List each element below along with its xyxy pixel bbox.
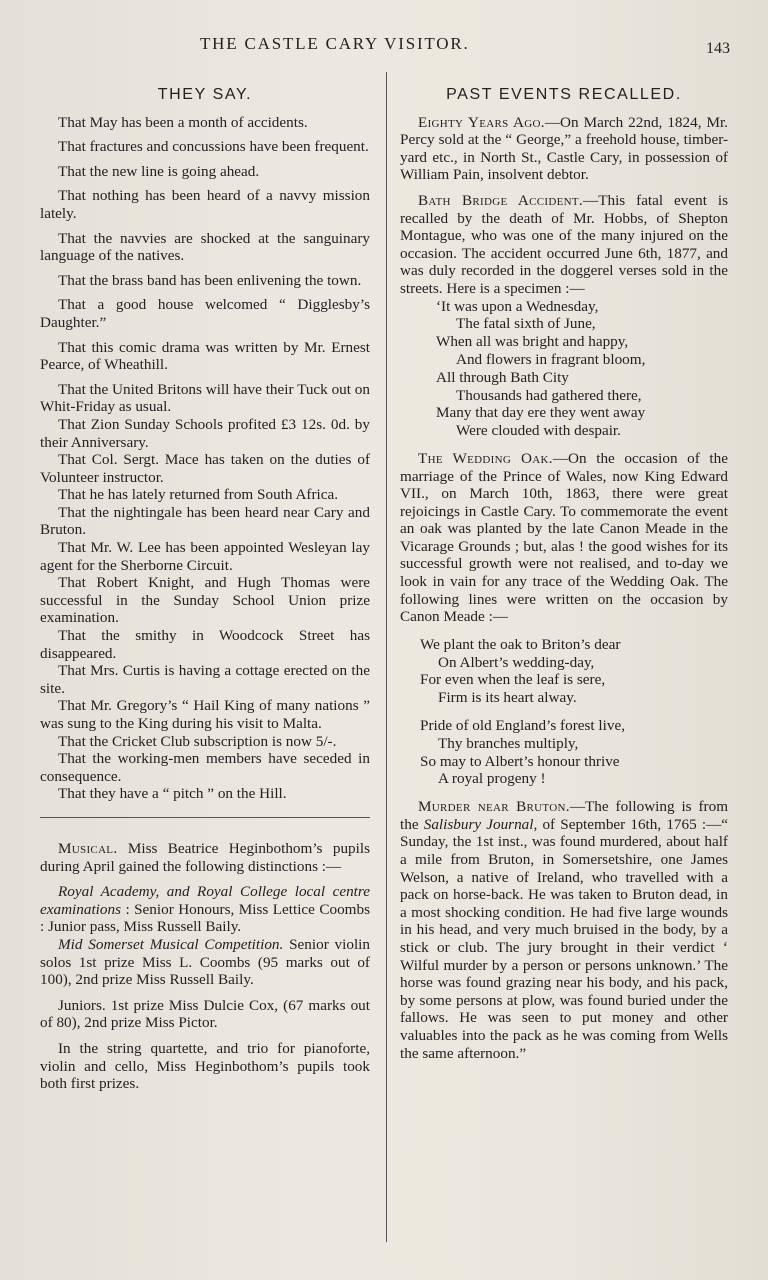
verse-line: For even when the leaf is sere,	[420, 671, 606, 689]
they-say-heading: THEY SAY.	[157, 86, 253, 103]
column-divider	[386, 72, 387, 1242]
they-say-item: That they have a “ pitch ” on the Hill.	[58, 785, 287, 803]
wedding-oak-verse-2	[400, 717, 728, 788]
verse-line: We plant the oak to Briton’s dear	[420, 635, 621, 653]
verse-line: All through Bath City	[436, 368, 569, 386]
verse-line: The fatal sixth of June,	[456, 315, 596, 333]
salisbury-journal-title: Salisbury Journal,	[423, 815, 538, 833]
they-say-item: That Mrs. Curtis is having a cottage erected on the site.	[40, 662, 370, 697]
verse-line: So may to Albert’s honour thrive	[420, 752, 620, 770]
musical-juniors: Juniors. 1st prize Miss Dulcie Cox, (67 marks out of 80), 2nd prize Miss Pictor.	[40, 996, 370, 1032]
verse-line: Firm is its heart alway.	[438, 689, 577, 707]
musical-runin: Musical.	[58, 839, 118, 857]
murder-text: of September 16th, 1765 :—“ Sunday, the 1st inst., was found murdered, about half a mile from Bruton, in Somersetshire, one James Welson, a native of Ireland, who travelled with a pack on horse-back. He was taken to Bruton dead, in a most shocking condition. He had five large wounds in his head, and very much bruised in the body, by a stick or club. The jury brought in their verdict ‘ Wilful murder by a person or persons unknown.’ The horse was found grazing near his body, and his pack, by some persons at plow, was found buried under the fallows. He was seen to put money and other valuables into the pack as he was coming from Wells the same afternoon.”	[400, 815, 728, 1062]
verse-line: A royal progeny !	[438, 770, 546, 788]
they-say-item: That nothing has been heard of a navvy mission lately.	[40, 187, 370, 222]
section-rule	[40, 817, 370, 818]
they-say-item: That the United Britons will have their Tuck out on Whit-Friday as usual.	[40, 380, 370, 416]
right-column	[400, 82, 728, 1070]
musical-notice	[40, 840, 370, 1093]
musical-string: In the string quartette, and trio for pianoforte, violin and cello, Miss Heginbothom’s pupils took both first prizes.	[40, 1039, 370, 1093]
musical-ra	[40, 883, 370, 936]
musical-intro-text: Miss Beatrice Heginbothom’s pupils during April gained the following distinctions :—	[40, 839, 370, 875]
left-column	[40, 82, 370, 1101]
they-say-item: That the working-men members have seceded in consequence.	[40, 750, 370, 785]
verse-line: Thousands had gathered there,	[456, 386, 642, 404]
they-say-item: That the navvies are shocked at the sanguinary language of the natives.	[40, 229, 370, 265]
wedding-oak-runin: The Wedding Oak.	[418, 449, 553, 467]
past-events-heading: PAST EVENTS RECALLED.	[446, 86, 682, 103]
bath-bridge-runin: Bath Bridge Accident.	[418, 191, 584, 209]
header-title: THE CASTLE CARY VISITOR.	[200, 34, 470, 53]
they-say-item: That the smithy in Woodcock Street has disappeared.	[40, 627, 370, 662]
they-say-item: That he has lately returned from South Africa.	[58, 486, 339, 504]
they-say-item: That a good house welcomed “ Digglesby’s Daughter.”	[40, 296, 370, 331]
they-say-item: That the nightingale has been heard near Cary and Bruton.	[40, 503, 370, 539]
they-say-item: That the brass band has been enlivening the town.	[58, 271, 362, 289]
bath-bridge-text: —This fatal event is recalled by the death of Mr. Hobbs, of Shepton Montague, who was one of the many injured on the occasion. The accident occurred June 6th, 1877, and was duly recorded in the doggerel verses sold in the streets. Here is a specimen :—	[400, 191, 728, 297]
they-say-item: That Col. Sergt. Mace has taken on the duties of Volunteer instructor.	[40, 451, 370, 486]
wedding-oak-verse-1	[400, 636, 728, 707]
verse-line: ‘It was upon a Wednesday,	[436, 297, 599, 315]
murder-pre: —The following is from the	[400, 798, 729, 833]
they-say-item: That the Cricket Club subscription is now 5/-.	[58, 732, 337, 750]
ra-title: Royal Academy, and Royal College local centre examinations	[40, 883, 370, 918]
they-say-item: That Mr. W. Lee has been appointed Wesleyan lay agent for the Sherborne Circuit.	[40, 539, 370, 574]
they-say-item: That this comic drama was written by Mr. Ernest Pearce, of Wheathill.	[40, 338, 370, 374]
verse-line: Pride of old England’s forest live,	[420, 717, 625, 735]
wedding-oak-text: —On the occasion of the marriage of the Prince of Wales, now King Edward VII., on March 10th, 1863, there were great rejoicings in Castle Cary. To commemorate the event an oak was planted by the late Canon Meade in the Vicarage Grounds ; but, alas ! the good wishes for its successful growth were not realised, and to-day we look in vain for any trace of the Wedding Oak. The following lines were written on the occasion by Canon Meade :—	[400, 449, 728, 626]
they-say-item: That Mr. Gregory’s “ Hail King of many nations ” was sung to the King during his visit to Malta.	[40, 697, 370, 732]
eighty-years-text: —On March 22nd, 1824, Mr. Percy sold at the “ George,” a freehold house, timber-yard etc., in North St., Castle Cary, in possession of William Pain, insolvent debtor.	[400, 113, 728, 184]
they-say-item: That the new line is going ahead.	[58, 162, 260, 180]
running-head	[0, 34, 768, 58]
verse-line: On Albert’s wedding-day,	[438, 653, 595, 671]
they-say-item: That May has been a month of accidents.	[58, 113, 308, 131]
verse-line: Were clouded with despair.	[456, 422, 621, 440]
murder-runin: Murder near Bruton.	[418, 798, 570, 816]
wedding-oak-paragraph	[400, 450, 728, 626]
page-number: 143	[706, 40, 730, 57]
bath-bridge-verse	[400, 298, 728, 440]
they-say-item: That Robert Knight, and Hugh Thomas were successful in the Sunday School Union prize examination.	[40, 574, 370, 627]
eighty-years-paragraph	[400, 114, 728, 184]
verse-line: When all was bright and happy,	[436, 333, 629, 351]
they-say-item: That Zion Sunday Schools profited £3 12s. 0d. by their Anniversary.	[40, 415, 370, 451]
musical-intro	[40, 840, 370, 875]
eighty-years-runin: Eighty Years Ago.	[418, 113, 545, 131]
verse-line: Thy branches multiply,	[438, 734, 579, 752]
verse-line: Many that day ere they went away	[436, 404, 646, 422]
ra-text: : Senior Honours, Miss Lettice Coombs : Junior pass, Miss Russell Baily.	[40, 900, 370, 936]
ms-text: Senior violin solos 1st prize Miss L. Coombs (95 marks out of 100), 2nd prize Miss Russell Baily.	[40, 935, 370, 989]
they-say-list	[40, 114, 370, 803]
musical-ms	[40, 936, 370, 989]
ms-title: Mid Somerset Musical Competition.	[58, 935, 284, 953]
verse-line: And flowers in fragrant bloom,	[456, 350, 646, 368]
bath-bridge-paragraph	[400, 192, 728, 298]
they-say-item: That fractures and concussions have been frequent.	[58, 138, 369, 156]
murder-paragraph	[400, 798, 728, 1062]
